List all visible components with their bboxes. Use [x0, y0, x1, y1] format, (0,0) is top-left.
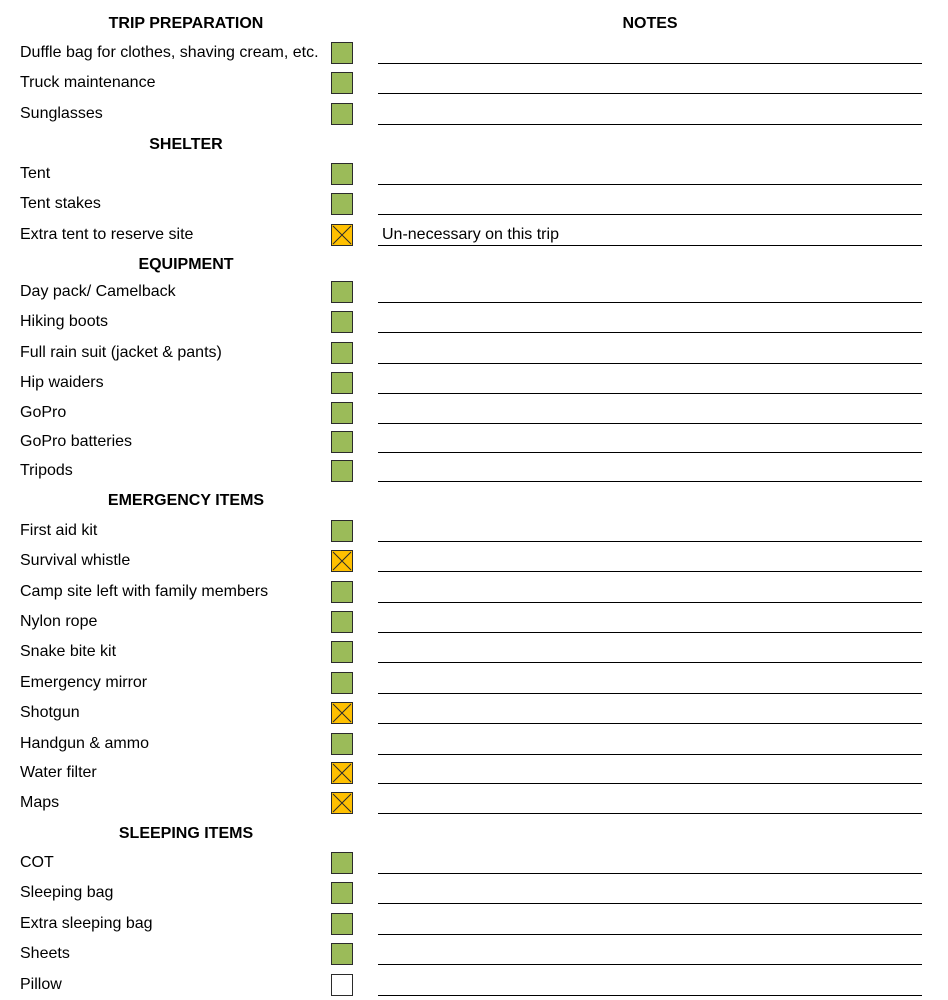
note-line[interactable]: [378, 754, 922, 755]
item-label: Extra tent to reserve site: [20, 226, 194, 243]
section-heading: SLEEPING ITEMS: [118, 825, 254, 842]
note-line[interactable]: [378, 245, 922, 246]
item-label: Hiking boots: [20, 313, 109, 330]
note-line[interactable]: [378, 632, 922, 633]
item-label: Survival whistle: [20, 552, 131, 569]
note-line[interactable]: [378, 813, 922, 814]
item-checkbox[interactable]: [331, 762, 353, 784]
item-label: Snake bite kit: [20, 643, 117, 660]
item-checkbox[interactable]: [331, 913, 353, 935]
note-line[interactable]: [378, 964, 922, 965]
cross-icon: [332, 703, 352, 723]
item-label: COT: [20, 854, 54, 871]
note-line[interactable]: [378, 124, 922, 125]
item-label: Hip waiders: [20, 374, 104, 391]
item-label: Sunglasses: [20, 105, 103, 122]
item-checkbox[interactable]: [331, 520, 353, 542]
note-line[interactable]: [378, 302, 922, 303]
item-checkbox[interactable]: [331, 103, 353, 125]
section-heading: TRIP PREPARATION: [108, 15, 264, 32]
cross-icon: [332, 763, 352, 783]
note-line[interactable]: [378, 63, 922, 64]
item-checkbox[interactable]: [331, 641, 353, 663]
cross-icon: [332, 551, 352, 571]
item-checkbox[interactable]: [331, 342, 353, 364]
section-heading: SHELTER: [149, 136, 223, 153]
note-line[interactable]: [378, 903, 922, 904]
item-checkbox[interactable]: [331, 672, 353, 694]
item-label: Full rain suit (jacket & pants): [20, 344, 222, 361]
note-line[interactable]: [378, 783, 922, 784]
item-label: Nylon rope: [20, 613, 98, 630]
item-checkbox[interactable]: [331, 311, 353, 333]
section-heading: EMERGENCY ITEMS: [107, 492, 265, 509]
notes-heading: NOTES: [622, 15, 678, 32]
section-heading: EQUIPMENT: [138, 256, 234, 273]
item-label: GoPro: [20, 404, 67, 421]
item-checkbox[interactable]: [331, 581, 353, 603]
item-checkbox[interactable]: [331, 281, 353, 303]
item-checkbox[interactable]: [331, 224, 353, 246]
note-line[interactable]: [378, 995, 922, 996]
item-checkbox[interactable]: [331, 611, 353, 633]
item-label: Camp site left with family members: [20, 583, 269, 600]
note-line[interactable]: [378, 363, 922, 364]
note-line[interactable]: [378, 332, 922, 333]
item-label: Truck maintenance: [20, 74, 156, 91]
item-label: First aid kit: [20, 522, 98, 539]
note-line[interactable]: [378, 184, 922, 185]
note-line[interactable]: [378, 723, 922, 724]
note-line[interactable]: [378, 693, 922, 694]
note-line[interactable]: [378, 602, 922, 603]
item-checkbox[interactable]: [331, 372, 353, 394]
item-label: Sheets: [20, 945, 70, 962]
item-label: Shotgun: [20, 704, 80, 721]
item-checkbox[interactable]: [331, 193, 353, 215]
cross-icon: [332, 793, 352, 813]
note-line[interactable]: [378, 393, 922, 394]
item-checkbox[interactable]: [331, 42, 353, 64]
item-label: Pillow: [20, 976, 62, 993]
item-checkbox[interactable]: [331, 943, 353, 965]
item-checkbox[interactable]: [331, 460, 353, 482]
item-checkbox[interactable]: [331, 702, 353, 724]
item-label: Tent stakes: [20, 195, 101, 212]
item-label: Water filter: [20, 764, 97, 781]
item-note: Un-necessary on this trip: [382, 226, 559, 243]
item-label: Duffle bag for clothes, shaving cream, etc.: [20, 44, 319, 61]
item-checkbox[interactable]: [331, 882, 353, 904]
item-label: Emergency mirror: [20, 674, 148, 691]
item-label: Extra sleeping bag: [20, 915, 153, 932]
cross-icon: [332, 225, 352, 245]
note-line[interactable]: [378, 452, 922, 453]
item-checkbox[interactable]: [331, 792, 353, 814]
item-checkbox[interactable]: [331, 431, 353, 453]
note-line[interactable]: [378, 423, 922, 424]
item-label: Sleeping bag: [20, 884, 114, 901]
item-label: Day pack/ Camelback: [20, 283, 176, 300]
note-line[interactable]: [378, 214, 922, 215]
item-checkbox[interactable]: [331, 163, 353, 185]
item-label: GoPro batteries: [20, 433, 133, 450]
note-line[interactable]: [378, 571, 922, 572]
note-line[interactable]: [378, 481, 922, 482]
item-checkbox[interactable]: [331, 72, 353, 94]
item-checkbox[interactable]: [331, 733, 353, 755]
item-label: Tripods: [20, 462, 73, 479]
item-label: Handgun & ammo: [20, 735, 149, 752]
note-line[interactable]: [378, 541, 922, 542]
item-checkbox[interactable]: [331, 852, 353, 874]
item-checkbox[interactable]: [331, 402, 353, 424]
item-checkbox[interactable]: [331, 550, 353, 572]
note-line[interactable]: [378, 873, 922, 874]
item-label: Maps: [20, 794, 60, 811]
item-label: Tent: [20, 165, 51, 182]
note-line[interactable]: [378, 662, 922, 663]
item-checkbox[interactable]: [331, 974, 353, 996]
note-line[interactable]: [378, 934, 922, 935]
note-line[interactable]: [378, 93, 922, 94]
